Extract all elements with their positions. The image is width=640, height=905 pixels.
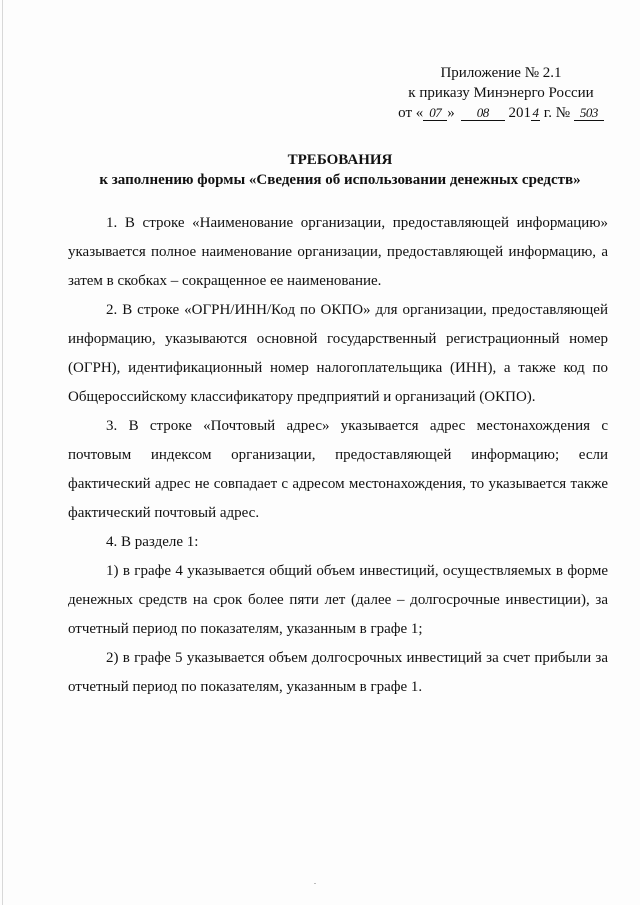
document-subtitle: к заполнению формы «Сведения об использовании денежных средств» bbox=[99, 172, 581, 188]
paragraph-1: 1. В строке «Наименование организации, предоставляющей информацию» указывается полное наименование организации, предоставляющей информацию, а затем в скобках – сокращенное ее наименование. bbox=[68, 215, 608, 289]
scan-edge-line bbox=[2, 0, 3, 905]
document-title: ТРЕБОВАНИЯ bbox=[287, 152, 393, 168]
paragraph-3: 3. В строке «Почтовый адрес» указывается адрес местонахождения с почтовым индексом организации, предоставляющей информацию; если фактический адрес не совпадает с адресом местонахождения, то указывается также фактический почтовый адрес. bbox=[68, 418, 608, 521]
handwritten-day: 07 bbox=[423, 105, 447, 121]
handwritten-month: 08 bbox=[461, 105, 505, 121]
paragraph-4-1: 1) в графе 4 указывается общий объем инвестиций, осуществляемых в форме денежных средств на срок более пяти лет (далее – долгосрочные инвестиции), за отчетный период по показателям, указанным в графе 1; bbox=[68, 563, 608, 637]
appendix-header bbox=[396, 63, 606, 123]
handwritten-year-digit: 4 bbox=[532, 105, 539, 120]
year-prefix: 201 bbox=[508, 105, 532, 121]
appendix-date-line bbox=[396, 103, 606, 123]
date-mid: » bbox=[447, 105, 455, 121]
paragraph-4: 4. В разделе 1: bbox=[106, 534, 199, 550]
appendix-number: Приложение № 2.1 bbox=[440, 65, 562, 81]
scan-speck bbox=[314, 883, 316, 884]
date-prefix: от « bbox=[398, 105, 424, 121]
paragraph-4-2: 2) в графе 5 указывается объем долгосрочных инвестиций за счет прибыли за отчетный период по показателям, указанным в графе 1. bbox=[68, 650, 608, 695]
year-suffix: г. № bbox=[540, 105, 571, 121]
appendix-order-reference: к приказу Минэнерго России bbox=[408, 85, 594, 101]
handwritten-order-number: 503 bbox=[574, 105, 604, 121]
paragraph-2: 2. В строке «ОГРН/ИНН/Код по ОКПО» для организации, предоставляющей информацию, указываются основной государственный регистрационный номер (ОГРН), идентификационный номер налогоплательщика (ИНН), а также код по Общероссийскому классификатору предприятий и организаций (ОКПО). bbox=[68, 302, 608, 405]
document-body bbox=[68, 209, 608, 702]
